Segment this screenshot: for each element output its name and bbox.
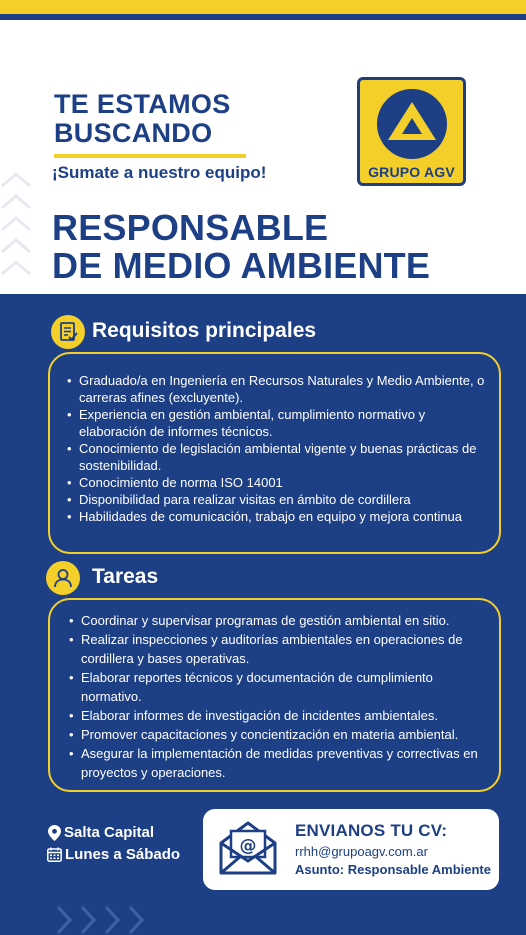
svg-text:@: @ — [239, 836, 257, 856]
headline-line-2: BUSCANDO — [54, 118, 213, 148]
cv-contact-card — [203, 809, 499, 890]
list-item: • Conocimiento de norma ISO 14001 — [67, 474, 489, 491]
schedule-text: Lunes a Sábado — [65, 846, 181, 863]
calendar-icon — [47, 847, 62, 862]
location-info — [48, 824, 154, 841]
user-icon — [46, 561, 80, 595]
top-blue-bar — [0, 14, 526, 20]
cv-title: ENVIANOS TU CV: — [295, 821, 448, 840]
list-item: • Elaborar informes de investigación de incidentes ambientales. — [69, 706, 489, 725]
location-text: Salta Capital — [64, 824, 155, 841]
tasks-title: Tareas — [92, 565, 159, 588]
cv-subject: Asunto: Responsable Ambiente — [295, 862, 491, 877]
list-item: • Coordinar y supervisar programas de gestión ambiental en sitio. — [69, 611, 489, 630]
list-item: • Elaborar reportes técnicos y documentación de cumplimiento normativo. — [69, 668, 489, 706]
list-item: • Graduado/a en Ingeniería en Recursos Naturales y Medio Ambiente, o carreras afines (excluyente). — [67, 372, 489, 406]
decorative-chevrons-icon — [0, 168, 34, 278]
headline — [54, 90, 231, 148]
list-item: • Experiencia en gestión ambiental, cumplimiento normativo y elaboración de informes técnicos. — [67, 406, 489, 440]
logo-text: GRUPO AGV — [368, 164, 455, 180]
document-check-icon — [51, 315, 85, 349]
job-title-line-2: DE MEDIO AMBIENTE — [52, 245, 431, 286]
logo-emblem-icon — [376, 88, 448, 160]
mail-envelope-icon — [217, 821, 279, 877]
company-logo — [357, 77, 466, 186]
location-pin-icon — [48, 825, 61, 841]
list-item: • Disponibilidad para realizar visitas en ámbito de cordillera — [67, 491, 489, 508]
subheadline: ¡Sumate a nuestro equipo! — [52, 163, 267, 182]
tasks-box — [48, 598, 501, 792]
list-item: • Asegurar la implementación de medidas preventivas y correctivas en proyectos y operaciones. — [69, 744, 489, 782]
schedule-info — [47, 846, 180, 863]
job-title-line-1: RESPONSABLE — [52, 207, 329, 248]
requirements-list — [67, 372, 489, 525]
headline-line-1: TE ESTAMOS — [54, 89, 231, 119]
decorative-chevrons-icon — [56, 905, 160, 935]
list-item: • Realizar inspecciones y auditorías ambientales en operaciones de cordillera y bases operativas. — [69, 630, 489, 668]
headline-underline — [54, 154, 246, 158]
requirements-title: Requisitos principales — [92, 319, 317, 342]
job-title — [52, 209, 430, 285]
top-yellow-bar — [0, 0, 526, 14]
requirements-box — [48, 352, 501, 554]
list-item: • Habilidades de comunicación, trabajo en equipo y mejora continua — [67, 508, 489, 525]
list-item: • Conocimiento de legislación ambiental vigente y buenas prácticas de sostenibilidad. — [67, 440, 489, 474]
tasks-list — [69, 611, 489, 782]
list-item: • Promover capacitaciones y concientización en materia ambiental. — [69, 725, 489, 744]
cv-email-link[interactable]: rrhh@grupoagv.com.ar — [295, 844, 428, 859]
